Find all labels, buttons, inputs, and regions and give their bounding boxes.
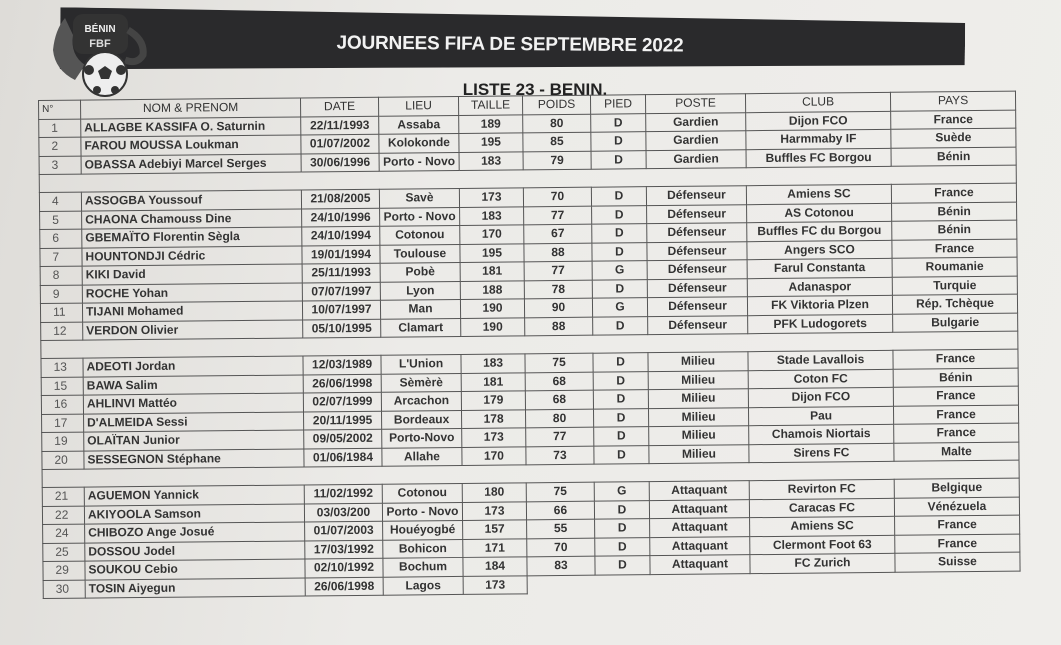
cell-name: SESSEGNON Stéphane	[84, 448, 304, 469]
cell-weight: 78	[524, 280, 592, 299]
cell-name: CHAONA Chamouss Dine	[82, 208, 302, 229]
cell-birth-place: Houéyogbé	[383, 520, 463, 539]
cell-name: ALLAGBE KASSIFA O. Saturnin	[81, 116, 301, 137]
cell-number: 1	[39, 119, 81, 138]
header-foot: PIED	[590, 95, 645, 114]
cell-number: 4	[39, 192, 81, 211]
cell-weight: 90	[524, 298, 592, 317]
cell-weight: 88	[525, 317, 593, 336]
cell-birth-date: 24/10/1996	[302, 208, 380, 227]
cell-country: France	[892, 239, 1017, 259]
cell-weight: 77	[524, 206, 592, 225]
document-title: JOURNEES FIFA DE SEPTEMBRE 2022	[336, 32, 684, 57]
cell-weight: 80	[523, 114, 591, 133]
cell-birth-date: 03/03/200	[304, 503, 382, 522]
cell-country: France	[893, 405, 1018, 425]
cell-position: Défenseur	[648, 315, 748, 334]
cell-position: Défenseur	[647, 297, 747, 316]
cell-name: D'ALMEIDA Sessi	[84, 411, 304, 432]
cell-foot: D	[592, 242, 647, 261]
cell-club: Coton FC	[748, 369, 893, 389]
cell-name: AHLINVI Mattéo	[83, 393, 303, 414]
svg-text:FBF: FBF	[89, 38, 111, 50]
cell-club: Dijon FCO	[746, 111, 891, 131]
cell-birth-date: 19/01/1994	[302, 245, 380, 264]
cell-height: 181	[460, 262, 524, 281]
cell-weight: 75	[525, 353, 593, 372]
cell-position: Attaquant	[650, 555, 750, 574]
cell-country: France	[893, 349, 1018, 369]
cell-name: GBEMAÏTO Florentin Sègla	[82, 227, 302, 248]
cell-position: Milieu	[648, 370, 748, 389]
cell-height: 181	[461, 372, 525, 391]
cell-club: Clermont Foot 63	[750, 535, 895, 555]
cell-club: Harmmaby IF	[746, 129, 891, 149]
cell-name: TIJANI Mohamed	[82, 301, 302, 322]
cell-birth-place: Pobè	[380, 262, 460, 281]
cell-country: Bénin	[892, 202, 1017, 222]
cell-club: Dijon FCO	[748, 387, 893, 407]
cell-birth-date: 22/11/1993	[301, 116, 379, 135]
cell-name: TOSIN Aiyegun	[85, 577, 305, 598]
cell-name: FAROU MOUSSA Loukman	[81, 135, 301, 156]
cell-name: VERDON Olivier	[83, 319, 303, 340]
cell-number: 11	[40, 303, 82, 322]
cell-position: Attaquant	[650, 536, 750, 555]
cell-weight: 70	[523, 187, 591, 206]
cell-height: 173	[459, 188, 523, 207]
cell-birth-place: Allahe	[382, 447, 462, 466]
cell-country: France	[891, 183, 1016, 203]
cell-country: France	[895, 515, 1020, 535]
cell-position: Milieu	[648, 389, 748, 408]
cell-number: 9	[40, 285, 82, 304]
cell-club: Adanaspor	[747, 277, 892, 297]
header-weight: POIDS	[522, 95, 590, 114]
cell-position: Milieu	[649, 426, 749, 445]
cell-country: Vénézuela	[894, 497, 1019, 517]
cell-foot: D	[593, 316, 648, 335]
cell-birth-place: Clamart	[381, 318, 461, 337]
cell-country: France	[893, 386, 1018, 406]
cell-birth-place: Porto - Novo	[379, 152, 459, 171]
cell-height: 188	[460, 280, 524, 299]
cell-birth-place: Bohicon	[383, 539, 463, 558]
cell-foot: D	[594, 427, 649, 446]
cell-name: OBASSA Adebiyi Marcel Serges	[81, 153, 301, 174]
cell-country: France	[895, 534, 1020, 554]
cell-birth-place: Assaba	[379, 115, 459, 134]
header-number: N°	[39, 100, 81, 119]
cell-club: Buffles FC Borgou	[746, 148, 891, 168]
cell-birth-place: Porto-Novo	[382, 428, 462, 447]
cell-weight: 68	[525, 372, 593, 391]
cell-birth-date: 10/07/1997	[302, 300, 380, 319]
cell-country: France	[894, 423, 1019, 443]
cell-number: 21	[42, 487, 84, 506]
cell-number: 12	[41, 322, 83, 341]
cell-height: 195	[459, 133, 523, 152]
cell-name: BAWA Salim	[83, 374, 303, 395]
cell-name: AGUEMON Yannick	[84, 485, 304, 506]
cell-position: Attaquant	[649, 499, 749, 518]
cell-number: 8	[40, 266, 82, 285]
cell-name: AKIYOOLA Samson	[84, 503, 304, 524]
squad-table-wrapper	[38, 91, 1021, 599]
cell-number: 22	[42, 506, 84, 525]
cell-foot: D	[593, 353, 648, 372]
cell-name: SOUKOU Cebio	[85, 559, 305, 580]
cell-number: 6	[40, 229, 82, 248]
cell-position: Milieu	[648, 407, 748, 426]
cell-position: Gardien	[646, 149, 746, 168]
cell-club: Sirens FC	[749, 443, 894, 463]
header-club: CLUB	[745, 92, 890, 112]
cell-birth-date: 30/06/1996	[301, 153, 379, 172]
cell-height: 189	[459, 114, 523, 133]
cell-name: ASSOGBA Youssouf	[81, 190, 301, 211]
cell-foot: G	[592, 261, 647, 280]
cell-club: Farul Constanta	[747, 258, 892, 278]
cell-birth-date: 01/06/1984	[304, 448, 382, 467]
cell-birth-date: 01/07/2003	[305, 521, 383, 540]
cell-foot: D	[592, 205, 647, 224]
cell-foot: D	[593, 390, 648, 409]
cell-position: Attaquant	[649, 481, 749, 500]
cell-position: Défenseur	[647, 204, 747, 223]
cell-birth-date: 11/02/1992	[304, 484, 382, 503]
cell-birth-date: 12/03/1989	[303, 355, 381, 374]
cell-club: FC Zurich	[750, 553, 895, 573]
cell-name: OLAÏTAN Junior	[84, 430, 304, 451]
cell-number: 17	[42, 414, 84, 433]
cell-height: 183	[460, 206, 524, 225]
cell-name: DOSSOU Jodel	[85, 540, 305, 561]
cell-weight: 79	[523, 151, 591, 170]
cell-height: 170	[460, 225, 524, 244]
cell-position: Milieu	[649, 444, 749, 463]
cell-position: Défenseur	[647, 278, 747, 297]
cell-height: 190	[460, 299, 524, 318]
cell-foot: D	[594, 445, 649, 464]
cell-name: HOUNTONDJI Cédric	[82, 245, 302, 266]
cell-club: Amiens SC	[746, 184, 891, 204]
cell-country: Bénin	[892, 220, 1017, 240]
cell-foot: D	[591, 113, 646, 132]
cell-height: 173	[462, 428, 526, 447]
cell-birth-date: 20/11/1995	[304, 411, 382, 430]
cell-birth-place: L'Union	[381, 354, 461, 373]
cell-position: Défenseur	[647, 223, 747, 242]
cell-weight: 75	[526, 482, 594, 501]
cell-birth-place: Arcachon	[381, 391, 461, 410]
cell-club: FK Viktoria Plzen	[747, 295, 892, 315]
header-height: TAILLE	[458, 96, 522, 115]
cell-height: 173	[463, 575, 527, 594]
cell-height: 173	[462, 501, 526, 520]
cell-country: France	[891, 110, 1016, 130]
cell-weight: 83	[527, 556, 595, 575]
cell-birth-date: 25/11/1993	[302, 263, 380, 282]
cell-club: Angers SCO	[747, 240, 892, 260]
cell-height: 170	[462, 446, 526, 465]
cell-birth-date: 02/07/1999	[303, 392, 381, 411]
cell-country: Suède	[891, 128, 1016, 148]
cell-number: 15	[41, 377, 83, 396]
cell-foot: D	[595, 537, 650, 556]
cell-weight: 55	[527, 519, 595, 538]
cell-country: Roumanie	[892, 257, 1017, 277]
cell-height: 178	[461, 409, 525, 428]
cell-number: 2	[39, 137, 81, 156]
cell-height: 179	[461, 391, 525, 410]
cell-club: Buffles FC du Borgou	[747, 221, 892, 241]
cell-foot: D	[592, 279, 647, 298]
cell-club: PFK Ludogorets	[748, 314, 893, 334]
cell-birth-place: Bordeaux	[381, 410, 461, 429]
cell-birth-place: Porto - Novo	[380, 207, 460, 226]
cell-birth-date: 01/07/2002	[301, 134, 379, 153]
cell-weight: 85	[523, 132, 591, 151]
cell-foot: D	[594, 500, 649, 519]
cell-country: Belgique	[894, 478, 1019, 498]
cell-birth-date: 21/08/2005	[301, 189, 379, 208]
cell-birth-place: Man	[380, 299, 460, 318]
cell-country: Rép. Tchèque	[892, 294, 1017, 314]
cell-height: 183	[461, 354, 525, 373]
cell-club: Stade Lavallois	[748, 350, 893, 370]
cell-position: Attaquant	[650, 518, 750, 537]
cell-height: 157	[463, 520, 527, 539]
cell-name: KIKI David	[82, 264, 302, 285]
cell-club: Chamois Niortais	[749, 424, 894, 444]
cell-birth-place: Lagos	[383, 576, 463, 595]
cell-position: Défenseur	[647, 241, 747, 260]
cell-foot: G	[594, 482, 649, 501]
cell-birth-place: Bochum	[383, 557, 463, 576]
cell-weight: 66	[526, 501, 594, 520]
svg-text:BÉNIN: BÉNIN	[84, 24, 116, 35]
cell-weight: 67	[524, 224, 592, 243]
cell-number: 5	[40, 211, 82, 230]
cell-number: 7	[40, 248, 82, 267]
cell-height: 171	[463, 538, 527, 557]
cell-birth-date: 02/10/1992	[305, 558, 383, 577]
cell-position: Gardien	[646, 112, 746, 131]
cell-birth-place: Cotonou	[380, 225, 460, 244]
cell-birth-date: 26/06/1998	[305, 577, 383, 596]
cell-foot: D	[591, 150, 646, 169]
cell-birth-date: 07/07/1997	[302, 282, 380, 301]
cell-height: 195	[460, 243, 524, 262]
cell-birth-place: Kolokonde	[379, 133, 459, 152]
cell-birth-place: Sèmèrè	[381, 373, 461, 392]
cell-weight: 70	[527, 538, 595, 557]
cell-foot: D	[591, 132, 646, 151]
header-country: PAYS	[890, 91, 1015, 111]
cell-birth-date: 17/03/1992	[305, 540, 383, 559]
cell-height: 180	[462, 483, 526, 502]
cell-birth-date: 24/10/1994	[302, 226, 380, 245]
cell-club: AS Cotonou	[747, 203, 892, 223]
cell-number: 20	[42, 451, 84, 470]
cell-club: Caracas FC	[749, 498, 894, 518]
cell-number: 13	[41, 358, 83, 377]
cell-country: Bénin	[893, 368, 1018, 388]
cell-weight: 77	[526, 427, 594, 446]
cell-birth-place: Lyon	[380, 281, 460, 300]
cell-foot: D	[595, 556, 650, 575]
cell-country: Malte	[894, 442, 1019, 462]
cell-height: 190	[461, 317, 525, 336]
cell-name: ADEOTI Jordan	[83, 356, 303, 377]
cell-number: 24	[43, 524, 85, 543]
cell-birth-date: 05/10/1995	[303, 319, 381, 338]
cell-weight: 73	[526, 446, 594, 465]
cell-height: 183	[459, 151, 523, 170]
cell-weight: 88	[524, 243, 592, 262]
header-name: NOM & PRENOM	[81, 98, 301, 119]
cell-country: Bulgarie	[893, 313, 1018, 333]
cell-club: Revirton FC	[749, 479, 894, 499]
cell-number: 3	[39, 156, 81, 175]
cell-birth-place: Cotonou	[382, 483, 462, 502]
cell-foot: D	[593, 371, 648, 390]
cell-position: Défenseur	[647, 260, 747, 279]
cell-name: CHIBOZO Ange Josué	[85, 522, 305, 543]
cell-birth-place: Toulouse	[380, 244, 460, 263]
cell-birth-date: 26/06/1998	[303, 374, 381, 393]
cell-foot: G	[592, 298, 647, 317]
cell-foot: D	[592, 224, 647, 243]
cell-height: 184	[463, 557, 527, 576]
cell-foot: D	[593, 408, 648, 427]
cell-number: 30	[43, 580, 85, 599]
cell-position: Gardien	[646, 131, 746, 150]
cell-weight: 77	[524, 261, 592, 280]
header-birth-date: DATE	[300, 97, 378, 116]
fbf-logo	[45, 10, 150, 98]
header-birth-place: LIEU	[378, 96, 458, 115]
cell-foot: D	[595, 519, 650, 538]
cell-weight: 80	[525, 409, 593, 428]
cell-birth-place: Porto - Novo	[382, 502, 462, 521]
cell-name: ROCHE Yohan	[82, 282, 302, 303]
cell-number: 16	[41, 395, 83, 414]
cell-position: Défenseur	[646, 186, 746, 205]
cell-birth-place: Savè	[379, 188, 459, 207]
cell-foot: D	[591, 187, 646, 206]
list-subtitle: LISTE 23 - BENIN.	[462, 80, 608, 99]
cell-club: Amiens SC	[750, 516, 895, 536]
cell-country: Turquie	[892, 276, 1017, 296]
cell-birth-date: 09/05/2002	[304, 429, 382, 448]
cell-weight: 68	[525, 390, 593, 409]
header-position: POSTE	[645, 94, 745, 113]
squad-table	[38, 91, 1021, 599]
cell-number: 19	[42, 432, 84, 451]
cell-country: Bénin	[891, 147, 1016, 167]
cell-club: Pau	[748, 406, 893, 426]
cell-number: 25	[43, 543, 85, 562]
cell-position: Milieu	[648, 352, 748, 371]
cell-country: Suisse	[895, 552, 1020, 572]
cell-number: 29	[43, 561, 85, 580]
